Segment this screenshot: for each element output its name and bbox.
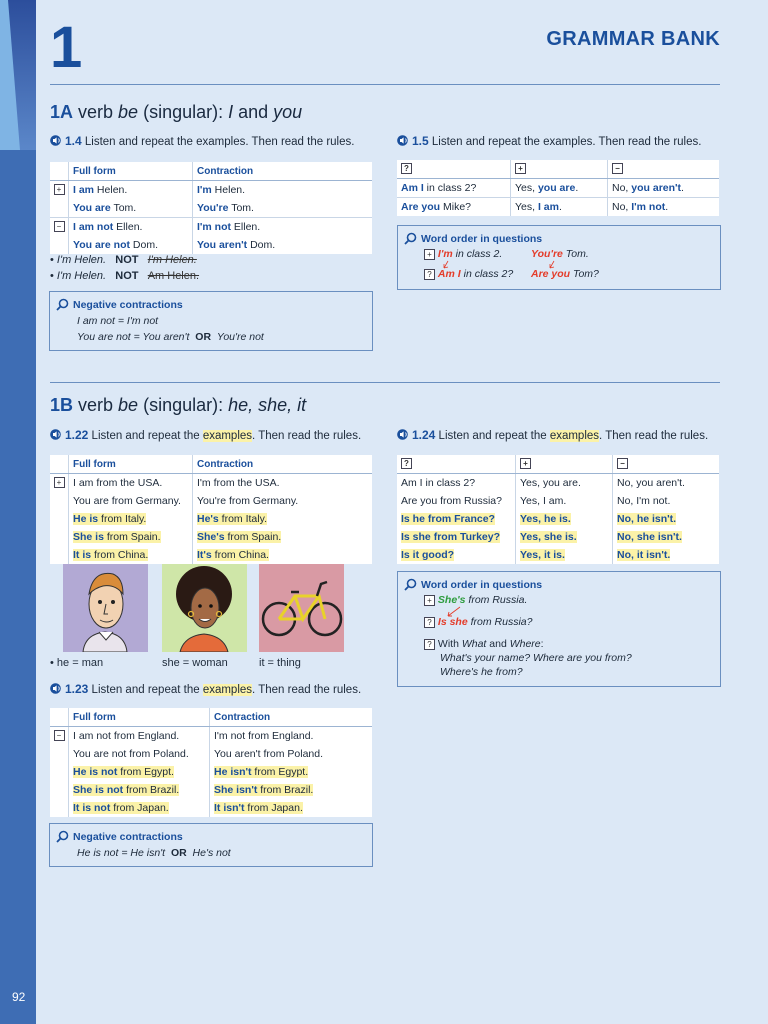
minus-box-icon: − <box>54 221 65 232</box>
question-box-icon: ? <box>424 639 435 650</box>
bicycle-illustration <box>259 564 344 652</box>
table-row: She is not from Brazil. She isn't from Brazil. <box>50 781 372 799</box>
instruction-1-23: 1.23 Listen and repeat the examples. Then read the rules. <box>50 682 361 696</box>
magnifier-icon <box>404 578 417 591</box>
instruction-1-5: 1.5 Listen and repeat the examples. Then read the rules. <box>397 134 701 148</box>
minus-box-icon: − <box>54 730 65 741</box>
speaker-icon[interactable] <box>50 135 63 146</box>
negative-contractions-box-1a: Negative contractions I am not = I'm not You are not = You aren't OR You're not <box>49 291 373 351</box>
magnifier-icon <box>404 232 417 245</box>
table-1b-be-forms: Full form Contraction + I am from the USA. I'm from the USA. You are from Germany. You're from Germany. He is from Italy. He's from Italy. She is from Spain. She's from Spain. It is from China. It's from China. <box>50 455 372 564</box>
table-1b-questions <box>397 455 719 564</box>
table-row: He is from Italy. He's from Italy. <box>50 510 372 528</box>
table-row: You are not from Poland. You aren't from Poland. <box>50 745 372 763</box>
plus-box-icon: + <box>520 458 531 469</box>
section-1b-heading: 1B verb be (singular): he, she, it <box>50 395 307 415</box>
table-1a-questions <box>397 160 719 216</box>
negative-contractions-box-1b: Negative contractions He is not = He isn't OR He's not <box>49 823 373 867</box>
label-he-man: • he = man <box>50 657 104 669</box>
plus-box-icon: + <box>424 595 435 606</box>
speaker-icon[interactable] <box>50 683 63 694</box>
speaker-icon[interactable] <box>397 429 410 440</box>
table-row: Am I in class 2? Yes, you are. No, you aren't. <box>397 179 719 198</box>
rule-bullet-1: • I'm Helen. NOT I'm Helen. <box>50 254 197 266</box>
table-row: He is not from Egypt. He isn't from Egypt. <box>50 763 372 781</box>
table-row: You are Tom. You're Tom. <box>50 199 372 218</box>
section-1a-heading: 1A verb be (singular): I and you <box>50 102 303 122</box>
plus-box-icon: + <box>54 477 65 488</box>
plus-box-icon: + <box>515 163 526 174</box>
left-color-bar <box>0 0 36 1024</box>
rule-bullet-2: • I'm Helen. NOT Am Helen. <box>50 270 200 282</box>
word-order-box-1a: Word order in questions + I'm in class 2. You're Tom. ? Am I in class 2? Are you Tom? <box>397 225 721 290</box>
speaker-icon[interactable] <box>397 135 410 146</box>
table-row: It is not from Japan. It isn't from Japan. <box>50 799 372 817</box>
magnifier-icon <box>56 830 69 843</box>
label-she-woman: she = woman <box>162 657 228 669</box>
label-it-thing: it = thing <box>259 657 301 669</box>
table-row: − I am not from England. I'm not from England. <box>50 727 372 746</box>
woman-illustration <box>162 564 247 652</box>
table-row: + I am Helen. I'm Helen. <box>50 181 372 200</box>
question-box-icon: ? <box>401 163 412 174</box>
word-order-box-1b: Word order in questions + She's from Russia. ? Is she from Russia? ? With What and Where: What's your name? Where are you from? Where's he from? <box>397 571 721 687</box>
table-1b-negatives: Full form Contraction − I am not from England. I'm not from England. You are not from Poland. You aren't from Poland. He is not from Egypt. He isn't from Egypt. She is not from Brazil. She isn't from Brazil. It is not from Japan. It isn't from Japan. <box>50 708 372 817</box>
plus-box-icon: + <box>54 184 65 195</box>
table-row: She is from Spain. She's from Spain. <box>50 528 372 546</box>
speaker-icon[interactable] <box>50 429 63 440</box>
unit-number: 1 <box>50 15 83 80</box>
table-row: Is it good? Yes, it is. No, it isn't. <box>397 546 719 564</box>
question-box-icon: ? <box>424 269 435 280</box>
table-row: Are you Mike? Yes, I am. No, I'm not. <box>397 198 719 217</box>
plus-box-icon: + <box>424 249 435 260</box>
grammar-bank-title: GRAMMAR BANK <box>546 28 720 50</box>
table-row: Am I in class 2? Yes, you are. No, you aren't. <box>397 474 719 493</box>
magnifier-icon <box>56 298 69 311</box>
question-box-icon: ? <box>401 458 412 469</box>
minus-box-icon: − <box>617 458 628 469</box>
page-number: 92 <box>12 990 26 1004</box>
table-row: Is he from France? Yes, he is. No, he isn't. <box>397 510 719 528</box>
instruction-1-24: 1.24 Listen and repeat the examples. Then read the rules. <box>397 428 708 442</box>
divider <box>50 84 720 85</box>
table-row: You are not Dom. You aren't Dom. <box>50 236 372 254</box>
man-illustration <box>63 564 148 652</box>
table-row: Are you from Russia? Yes, I am. No, I'm not. <box>397 492 719 510</box>
instruction-1-22: 1.22 Listen and repeat the examples. Then read the rules. <box>50 428 361 442</box>
table-row: + I am from the USA. I'm from the USA. <box>50 474 372 493</box>
minus-box-icon: − <box>612 163 623 174</box>
table-row: It is from China. It's from China. <box>50 546 372 564</box>
table-1a-be-forms: Full form Contraction + I am Helen. I'm Helen. You are Tom. You're Tom. − I am not Ellen. I'm not Ellen. You are not Dom. You aren't Dom. <box>50 162 372 254</box>
divider <box>50 382 720 383</box>
table-row: − I am not Ellen. I'm not Ellen. <box>50 218 372 237</box>
table-row: Is she from Turkey? Yes, she is. No, she isn't. <box>397 528 719 546</box>
instruction-1-4: 1.4 Listen and repeat the examples. Then read the rules. <box>50 134 354 148</box>
table-row: You are from Germany. You're from Germany. <box>50 492 372 510</box>
question-box-icon: ? <box>424 617 435 628</box>
